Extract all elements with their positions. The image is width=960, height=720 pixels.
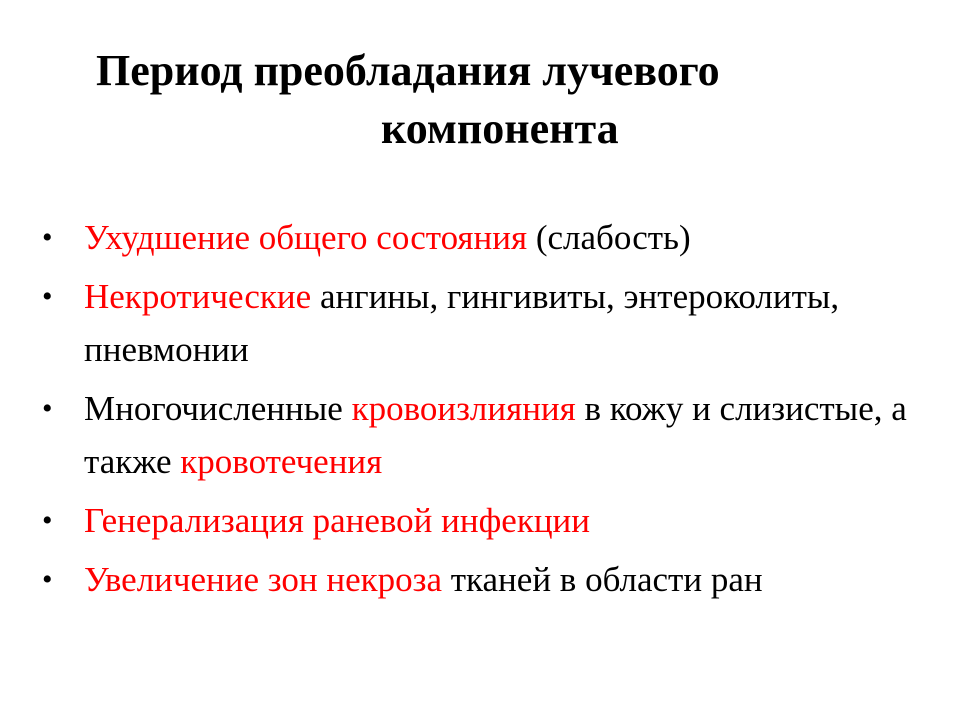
bullet-dot-icon: • [42, 392, 53, 425]
bullet-list [40, 211, 920, 612]
bullet-item [40, 494, 920, 547]
bullet-text: тканей в области ран [442, 560, 763, 599]
bullet-text: в кожу и слизистые, а также [84, 389, 907, 481]
bullet-text-highlight: Увеличение зон некроза [84, 560, 442, 599]
bullet-text: (слабость) [527, 218, 691, 257]
slide-title [0, 42, 960, 158]
bullet-text-highlight: Некротические [84, 277, 312, 316]
bullet-dot-icon: • [42, 221, 53, 254]
bullet-item [40, 211, 920, 264]
bullet-text-highlight: кровотечения [180, 442, 383, 481]
bullet-item [40, 382, 920, 488]
bullet-text: Многочисленные [84, 389, 352, 428]
bullet-item [40, 270, 920, 376]
slide-title-line-1: Период преобладания лучевого [96, 46, 720, 95]
bullet-text: ангины, гингивиты, энтероколиты, пневмонии [84, 277, 840, 369]
bullet-dot-icon: • [42, 280, 53, 313]
bullet-dot-icon: • [42, 563, 53, 596]
bullet-dot-icon: • [42, 504, 53, 537]
slide-title-line-2: компонента [381, 104, 619, 153]
bullet-item [40, 553, 920, 606]
bullet-text-highlight: кровоизлияния [351, 389, 576, 428]
bullet-text-highlight: Генерализация раневой инфекции [84, 501, 591, 540]
bullet-text-highlight: Ухудшение общего состояния [84, 218, 528, 257]
